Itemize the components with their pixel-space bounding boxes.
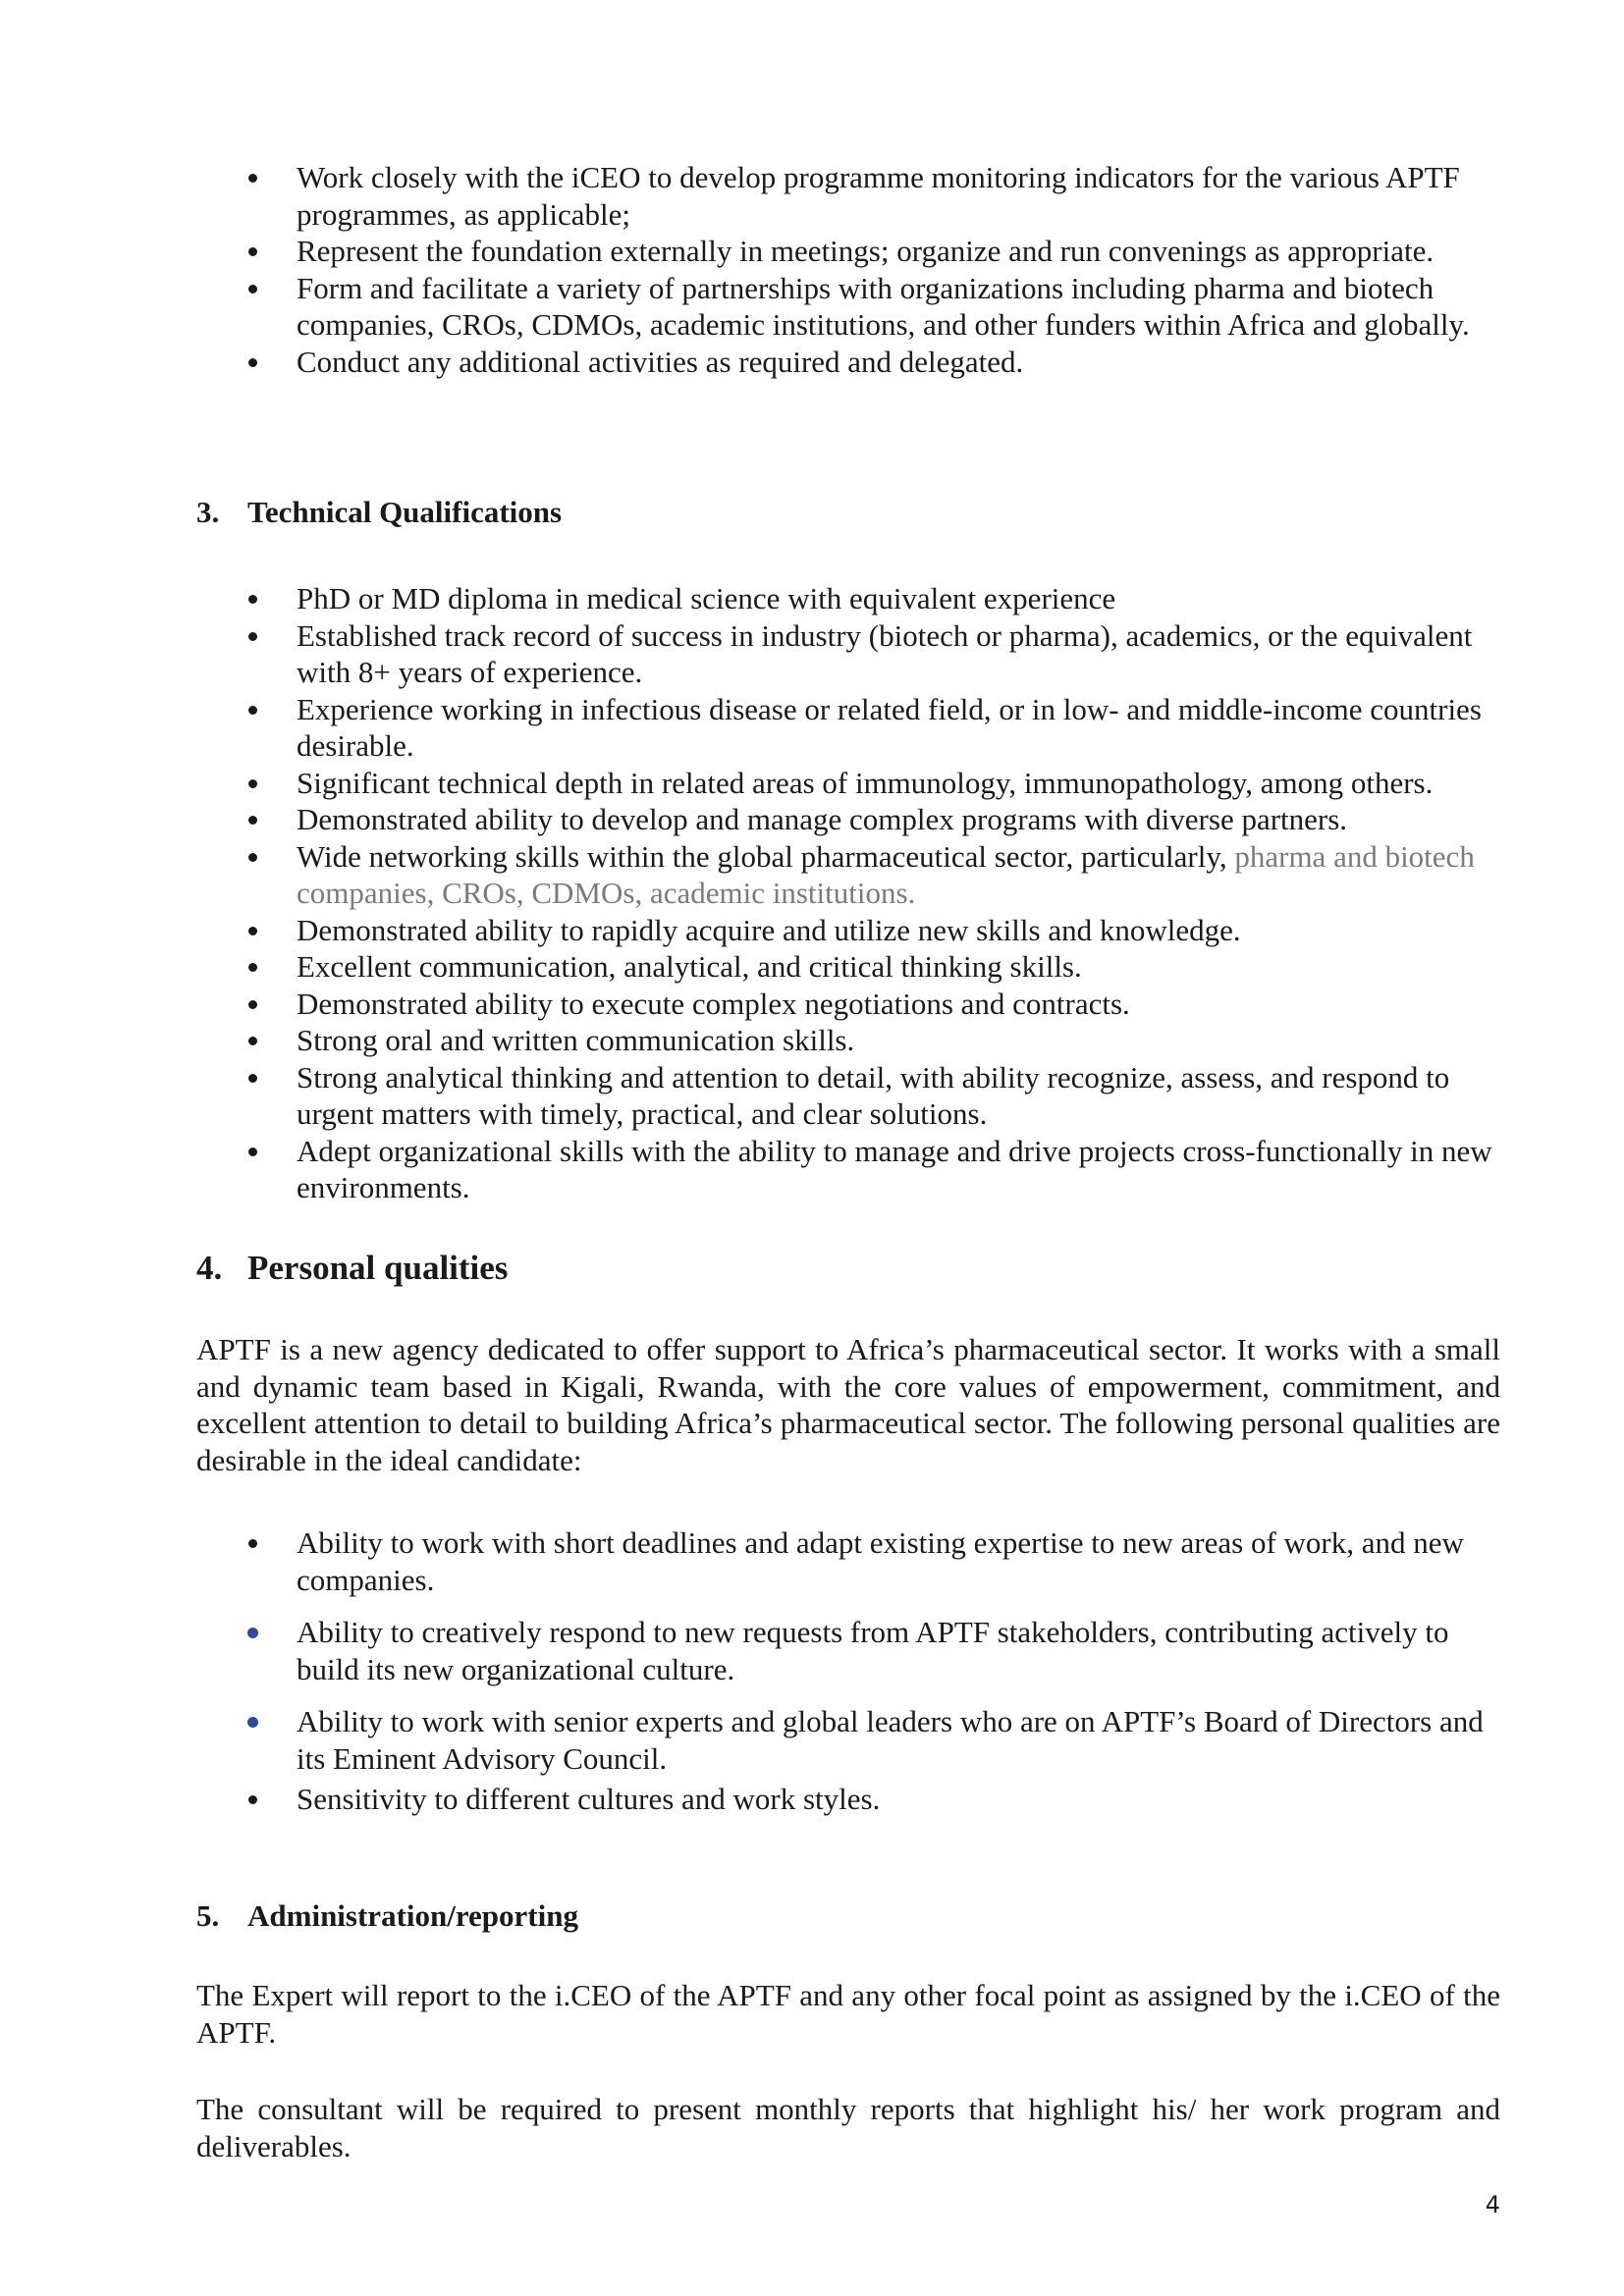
list-item: Sensitivity to different cultures and work styles. (244, 1781, 1500, 1818)
bullet-icon (248, 358, 257, 367)
responsibilities-list (244, 159, 1500, 380)
bullet-icon (248, 1539, 257, 1548)
list-item: Demonstrated ability to execute complex negotiations and contracts. (244, 986, 1500, 1023)
list-item: Work closely with the iCEO to develop programme monitoring indicators for the various APTF programmes, as applicable; (244, 159, 1500, 233)
bullet-icon (248, 174, 257, 183)
reporting-paragraph-1: The Expert will report to the i.CEO of the APTF and any other focal point as assigned by the i.CEO of the APTF. (196, 1978, 1500, 2050)
personal-qualities-list (244, 1524, 1500, 1818)
list-item: Strong oral and written communication skills. (244, 1022, 1500, 1059)
bullet-icon (248, 247, 257, 256)
bullet-icon (247, 1628, 258, 1638)
bullet-icon (248, 706, 257, 715)
bullet-icon (248, 1795, 257, 1804)
list-item: Ability to work with senior experts and global leaders who are on APTF’s Board of Directors and its Eminent Advisory Council. (244, 1703, 1500, 1777)
bullet-icon (248, 963, 257, 972)
bullet-icon (248, 927, 257, 935)
bullet-icon (248, 632, 257, 641)
personal-qualities-intro: APTF is a new agency dedicated to offer support to Africa’s pharmaceutical sector. It works with a small and dynamic team based in Kigali, Rwanda, with the core values of empowerment, commitment, and excellent attention to detail to building Africa’s pharmaceutical sector. The following personal qualities are desirable in the ideal candidate: (196, 1332, 1500, 1477)
bullet-icon (247, 1717, 258, 1728)
list-item: Experience working in infectious disease or related field, or in low- and middle-income countries desirable. (244, 691, 1500, 765)
section-heading-technical-qualifications: 3. Technical Qualifications (196, 495, 563, 529)
bullet-icon (248, 595, 257, 604)
list-item: Ability to work with short deadlines and adapt existing expertise to new areas of work, and new companies. (244, 1524, 1500, 1598)
list-item: Ability to creatively respond to new requests from APTF stakeholders, contributing actively to build its new organizational culture. (244, 1614, 1500, 1687)
bullet-icon (248, 779, 257, 788)
list-item: Adept organizational skills with the ability to manage and drive projects cross-functionally in new environments. (244, 1133, 1500, 1206)
section-heading-personal-qualities: 4. Personal qualities (196, 1249, 509, 1287)
bullet-icon (248, 1148, 257, 1156)
bullet-icon (248, 816, 257, 825)
reporting-paragraph-2: The consultant will be required to present monthly reports that highlight his/ her work program and deliverables. (196, 2092, 1500, 2163)
list-item: Significant technical depth in related areas of immunology, immunopathology, among others. (244, 765, 1500, 802)
bullet-icon (248, 1037, 257, 1045)
bullet-icon (248, 1074, 257, 1083)
technical-qualifications-list (244, 580, 1500, 1206)
list-item: Conduct any additional activities as required and delegated. (244, 344, 1500, 381)
list-item: Demonstrated ability to rapidly acquire and utilize new skills and knowledge. (244, 912, 1500, 949)
section-heading-administration-reporting: 5. Administration/reporting (196, 1898, 578, 1933)
list-item: Represent the foundation externally in meetings; organize and run convenings as appropriate. (244, 233, 1500, 270)
list-item: Strong analytical thinking and attention to detail, with ability recognize, assess, and respond to urgent matters with timely, practical, and clear solutions. (244, 1059, 1500, 1133)
list-item: Demonstrated ability to develop and manage complex programs with diverse partners. (244, 801, 1500, 838)
list-item: Form and facilitate a variety of partnerships with organizations including pharma and biotech companies, CROs, CDMOs, academic institutions, and other funders within Africa and globally. (244, 270, 1500, 344)
bullet-icon (248, 1000, 257, 1009)
list-item: Established track record of success in industry (biotech or pharma), academics, or the equivalent with 8+ years of experience. (244, 617, 1500, 691)
list-item: Excellent communication, analytical, and critical thinking skills. (244, 948, 1500, 986)
list-item: PhD or MD diploma in medical science with equivalent experience (244, 580, 1500, 617)
page-number: 4 (1485, 2191, 1500, 2218)
list-item: Wide networking skills within the global pharmaceutical sector, particularly, pharma and biotech companies, CROs, CDMOs, academic institutions. (244, 838, 1500, 912)
bullet-icon (248, 853, 257, 862)
bullet-icon (248, 285, 257, 294)
